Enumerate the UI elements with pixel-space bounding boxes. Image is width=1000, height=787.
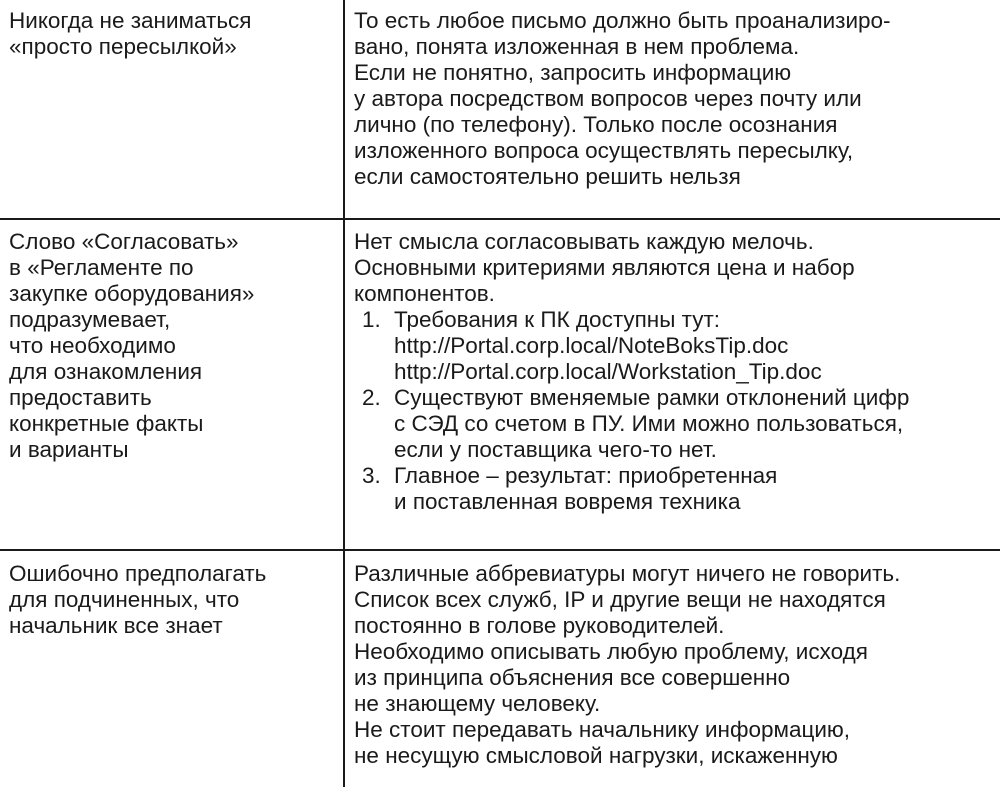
explanation-line: изложенного вопроса осуществлять пересылку, — [354, 138, 854, 163]
rule-line: что необходимо — [9, 333, 176, 358]
rule-cell — [0, 0, 344, 219]
rule-line: «просто пересылкой» — [9, 34, 237, 59]
item-number: 3. — [362, 463, 381, 488]
link-text: http://Portal.corp.local/Workstation_Tip.doc — [394, 359, 822, 384]
explanation-line: Если не понятно, запросить информацию — [354, 60, 792, 85]
item-number: 1. — [362, 307, 381, 332]
numbered-item — [354, 463, 996, 515]
item-line: и поставленная вовремя техника — [394, 489, 741, 514]
rule-line: конкретные факты — [9, 411, 204, 436]
explanation-line: лично (по телефону). Только после осознания — [354, 112, 838, 137]
rule-line: и варианты — [9, 437, 129, 462]
explanation-cell — [344, 0, 1000, 219]
item-line: Главное – результат: приобретенная — [394, 463, 778, 488]
explanation-line: постоянно в голове руководителей. — [354, 613, 725, 638]
explanation-line: Основными критериями являются цена и набор — [354, 255, 855, 280]
explanation-line: не знающему человеку. — [354, 691, 601, 716]
explanation-line: у автора посредством вопросов через почту или — [354, 86, 862, 111]
explanation-cell — [344, 550, 1000, 787]
link-text: http://Portal.corp.local/NoteBoksTip.doc — [394, 333, 789, 358]
table-row — [0, 0, 1000, 219]
rule-line: в «Регламенте по — [9, 255, 194, 280]
explanation-line: Список всех служб, IP и другие вещи не находятся — [354, 587, 886, 612]
explanation-line: Различные аббревиатуры могут ничего не говорить. — [354, 561, 901, 586]
explanation-line: если самостоятельно решить нельзя — [354, 164, 741, 189]
numbered-item — [354, 385, 996, 463]
rule-line: начальник все знает — [9, 613, 223, 638]
item-line: Существуют вменяемые рамки отклонений цифр — [394, 385, 910, 410]
explanation-cell — [344, 219, 1000, 550]
rule-line: закупке оборудования» — [9, 281, 255, 306]
rule-line: подразумевает, — [9, 307, 171, 332]
table-row — [0, 219, 1000, 550]
numbered-item — [354, 307, 996, 385]
rule-line: для ознакомления — [9, 359, 203, 384]
item-number: 2. — [362, 385, 381, 410]
explanation-line: компонентов. — [354, 281, 495, 306]
item-line: Требования к ПК доступны тут: — [394, 307, 721, 332]
item-line: если у поставщика чего-то нет. — [394, 437, 717, 462]
explanation-line: Не стоит передавать начальнику информацию, — [354, 717, 851, 742]
rule-line: Никогда не заниматься — [9, 8, 252, 33]
rule-line: Слово «Согласовать» — [9, 229, 239, 254]
rule-line: Ошибочно предполагать — [9, 561, 267, 586]
table-row — [0, 550, 1000, 787]
rule-cell — [0, 219, 344, 550]
explanation-line: из принципа объяснения все совершенно — [354, 665, 791, 690]
item-line: с СЭД со счетом в ПУ. Ими можно пользоваться, — [394, 411, 904, 436]
explanation-line: Нет смысла согласовывать каждую мелочь. — [354, 229, 814, 254]
rule-line: для подчиненных, что — [9, 587, 240, 612]
explanation-line: Необходимо описывать любую проблему, исходя — [354, 639, 868, 664]
explanation-line: вано, понята изложенная в нем проблема. — [354, 34, 800, 59]
explanation-line: То есть любое письмо должно быть проанализиро- — [354, 8, 891, 33]
rule-cell — [0, 550, 344, 787]
explanation-line: не несущую смысловой нагрузки, искаженную — [354, 743, 838, 768]
rule-line: предоставить — [9, 385, 152, 410]
